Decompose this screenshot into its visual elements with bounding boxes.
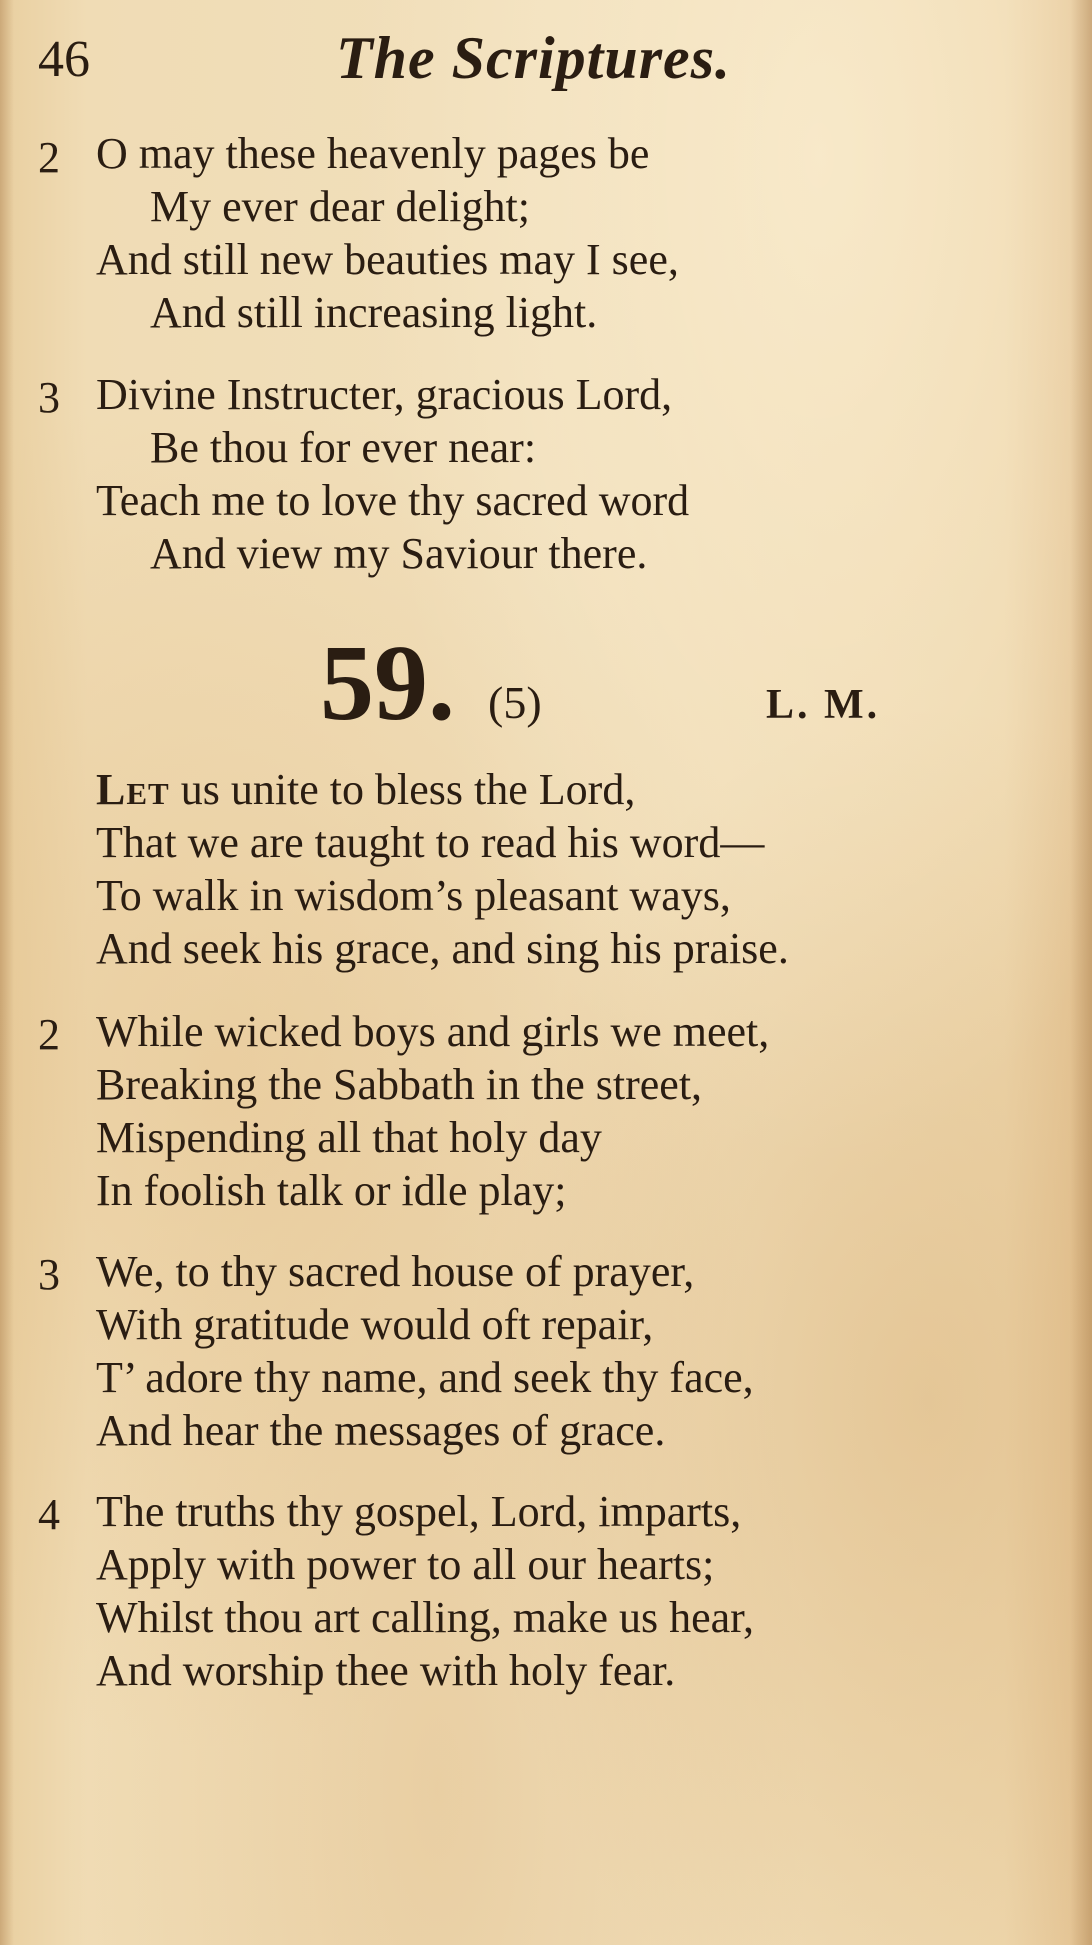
verse-line-rest: us unite to bless the Lord, (169, 765, 636, 814)
hymn-reference: (5) (488, 677, 542, 728)
verse-line: In foolish talk or idle play; (96, 1166, 567, 1215)
verse-line: And hear the messages of grace. (96, 1406, 666, 1455)
hymn-number: 59. (320, 624, 455, 743)
running-title: The Scriptures. (336, 25, 732, 91)
verse-number: 2 (38, 1010, 60, 1059)
verse-number: 4 (38, 1490, 60, 1539)
verse-line: Whilst thou art calling, make us hear, (96, 1593, 755, 1642)
verse-line: While wicked boys and girls we meet, (96, 1007, 770, 1056)
verse-line: And worship thee with holy fear. (96, 1646, 676, 1695)
verse-line: Breaking the Sabbath in the street, (96, 1060, 703, 1109)
verse-line: That we are taught to read his word— (96, 818, 765, 867)
verse-line: My ever dear delight; (150, 182, 530, 231)
verse-line: And still increasing light. (150, 288, 598, 337)
page-number: 46 (38, 31, 90, 88)
hymn-meter: L. M. (766, 682, 881, 728)
verse-line: Divine Instructer, gracious Lord, (96, 370, 673, 419)
verse-number: 3 (38, 1250, 60, 1299)
verse-line: We, to thy sacred house of prayer, (96, 1247, 695, 1296)
verse-line: And view my Saviour there. (150, 529, 648, 578)
verse-line: Mispending all that holy day (96, 1113, 602, 1162)
verse-line: Apply with power to all our hearts; (96, 1540, 715, 1589)
verse-line: And seek his grace, and sing his praise. (96, 924, 789, 973)
page-header (38, 24, 1032, 104)
verse-line: Be thou for ever near: (150, 423, 537, 472)
verse-line: And still new beauties may I see, (96, 235, 679, 284)
verse-line (96, 765, 636, 814)
verse-line: T’ adore thy name, and seek thy face, (96, 1353, 754, 1402)
verse-line: The truths thy gospel, Lord, imparts, (96, 1487, 742, 1536)
verse-number: 3 (38, 373, 60, 422)
verse-line: O may these heavenly pages be (96, 129, 650, 178)
verse-line: With gratitude would oft repair, (96, 1300, 654, 1349)
verse-line: To walk in wisdom’s pleasant ways, (96, 871, 731, 920)
drop-word: Let (96, 765, 170, 814)
verse-number: 2 (38, 133, 60, 182)
verse-line: Teach me to love thy sacred word (96, 476, 690, 525)
